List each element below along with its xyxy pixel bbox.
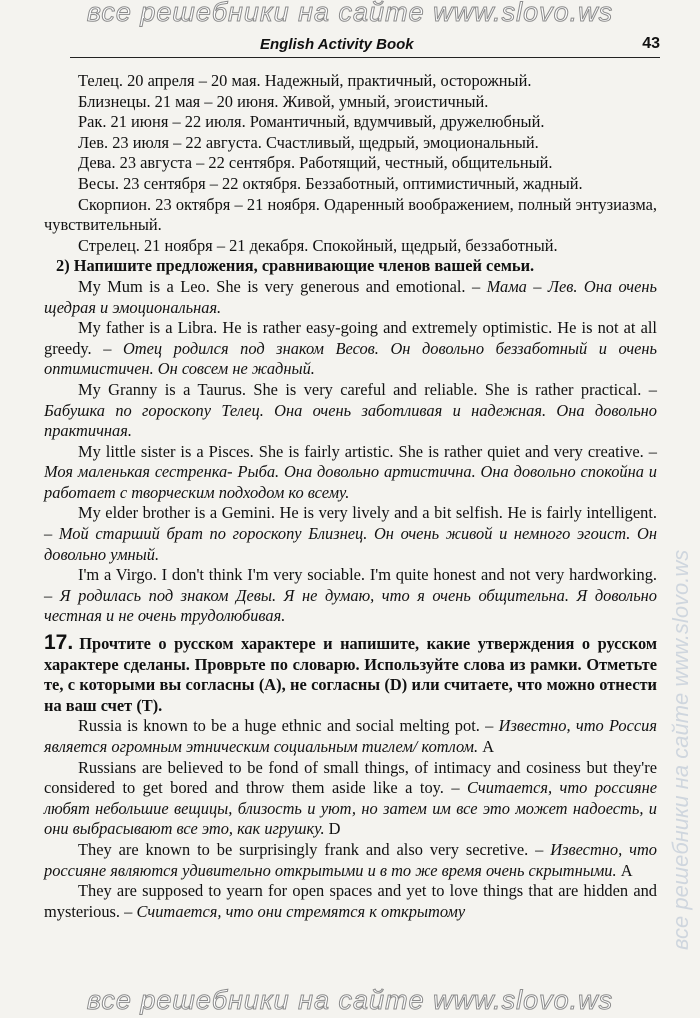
answer-paragraph (44, 503, 657, 565)
task-2-label: 2) (56, 256, 70, 276)
book-title: English Activity Book (260, 36, 414, 53)
answer-russian: Бабушка по гороскопу Телец. Она очень заботливая и надежная. Она довольно практичная. (44, 400, 657, 441)
statement-english: Russia is known to be a huge ethnic and social melting pot. – (78, 716, 494, 736)
answer-paragraph (44, 380, 657, 442)
answer-english: I'm a Virgo. I don't think I'm very sociable. I'm quite honest and not very hardworking. – (44, 565, 657, 605)
answer-english: My Granny is a Taurus. She is very careful and reliable. She is rather practical. – (78, 379, 657, 399)
zodiac-line: Телец. 20 апреля – 20 мая. Надежный, практичный, осторожный. (78, 71, 532, 90)
answer-paragraph (44, 565, 657, 627)
statement-paragraph (44, 881, 657, 922)
watermark-top: все решебники на сайте www.slovo.ws (86, 0, 614, 27)
watermark-bottom: все решебники на сайте www.slovo.ws (86, 985, 614, 1015)
answer-russian: Мама – Лев. Она очень щедрая и эмоциональная. (44, 276, 657, 317)
statement-paragraph (44, 716, 657, 757)
statement-english: They are supposed to yearn for open spaces and yet to love things that are hidden and mysterious. – (44, 881, 657, 921)
answer-russian: Мой старший брат по гороскопу Близнец. Он очень живой и немного эгоист. Он довольно умный. (44, 524, 657, 564)
statement-russian: Считается, что россияне любят небольшие вещицы, близость и уют, но затем им все это может надоесть, и они выбрасывают все это, как игрушку. (44, 778, 657, 839)
statement-paragraph (44, 758, 657, 840)
answer-russian: Я родилась под знаком Девы. Я не думаю, что я очень общительна. Я довольно честная и не очень трудолюбивая. (44, 585, 657, 626)
page-header (70, 35, 660, 58)
zodiac-line: Весы. 23 сентября – 22 октября. Беззаботный, оптимистичный, жадный. (78, 173, 583, 193)
zodiac-line: Рак. 21 июня – 22 июля. Романтичный, вдумчивый, дружелюбный. (78, 112, 545, 132)
answer-russian: Моя маленькая сестренка- Рыба. Она довольно артистична. Она довольно спокойна и работает с творческим подходом ко всему. (44, 462, 657, 502)
zodiac-line: Близнецы. 21 мая – 20 июня. Живой, умный, эгоистичный. (78, 91, 489, 111)
exercise-17-text: Прочтите о русском характере и напишите, какие утверждения о русском характере сделаны. Проврьте по словарю. Используйте слова из рамки. Отметьте те, с которыми вы согласны (A), не согласны (D) или считаете, что можно отнести на ваш счет (T). (44, 634, 657, 715)
agreement-mark: D (328, 819, 341, 839)
task-2-text: Напишите предложения, сравнивающие членов вашей семьи. (73, 256, 535, 276)
task-2-instruction (44, 256, 657, 277)
zodiac-line: Лев. 23 июля – 22 августа. Счастливый, щедрый, эмоциональный. (78, 132, 539, 152)
agreement-mark: A (482, 737, 495, 756)
answer-english: My Mum is a Leo. She is very generous and emotional. – (78, 276, 481, 296)
page-content (44, 71, 657, 922)
answer-english: My elder brother is a Gemini. He is very lively and a bit selfish. He is fairly intelligent. – (44, 503, 657, 544)
zodiac-line: Дева. 23 августа – 22 сентября. Работящий, честный, общительный. (78, 153, 553, 173)
zodiac-line: Скорпион. 23 октября – 21 ноября. Одаренный воображением, полный энтузиазма, чувствительный. (44, 194, 657, 235)
page-number: 43 (642, 35, 660, 52)
answer-paragraph (44, 318, 657, 380)
statement-russian: Известно, что россияне являются удивительно открытыми и в то же время очень скрытными. (44, 839, 658, 880)
exercise-number: 17. (44, 631, 74, 655)
answer-paragraph (44, 442, 657, 504)
agreement-mark: A (620, 860, 633, 880)
statement-russian: Известно, что Россия является огромным этническим социальным тиглем/ котлом. (44, 716, 657, 756)
answer-english: My little sister is a Pisces. She is fairly artistic. She is rather quiet and very creative. – (78, 441, 657, 461)
statement-english: They are known to be surprisingly frank and also very secretive. – (78, 839, 544, 859)
statement-english: Russians are believed to be fond of small things, of intimacy and cosiness but they're considered to get bored and throw them aside like a toy. – (44, 757, 657, 798)
answer-english: My father is a Libra. He is rather easy-going and extremely optimistic. He is not at all greedy. – (44, 318, 657, 358)
exercise-17-instruction (44, 633, 657, 716)
watermark-side: все решебники на сайте www.slovo.ws (668, 549, 693, 950)
answer-russian: Отец родился под знаком Весов. Он довольно беззаботный и очень оптимистичен. Он совсем не жадный. (44, 338, 657, 379)
statement-paragraph (44, 840, 657, 881)
statement-russian: Считается, что они стремятся к открытому (136, 901, 466, 921)
zodiac-line: Стрелец. 21 ноября – 21 декабря. Спокойный, щедрый, беззаботный. (78, 235, 558, 255)
answer-paragraph (44, 277, 657, 318)
